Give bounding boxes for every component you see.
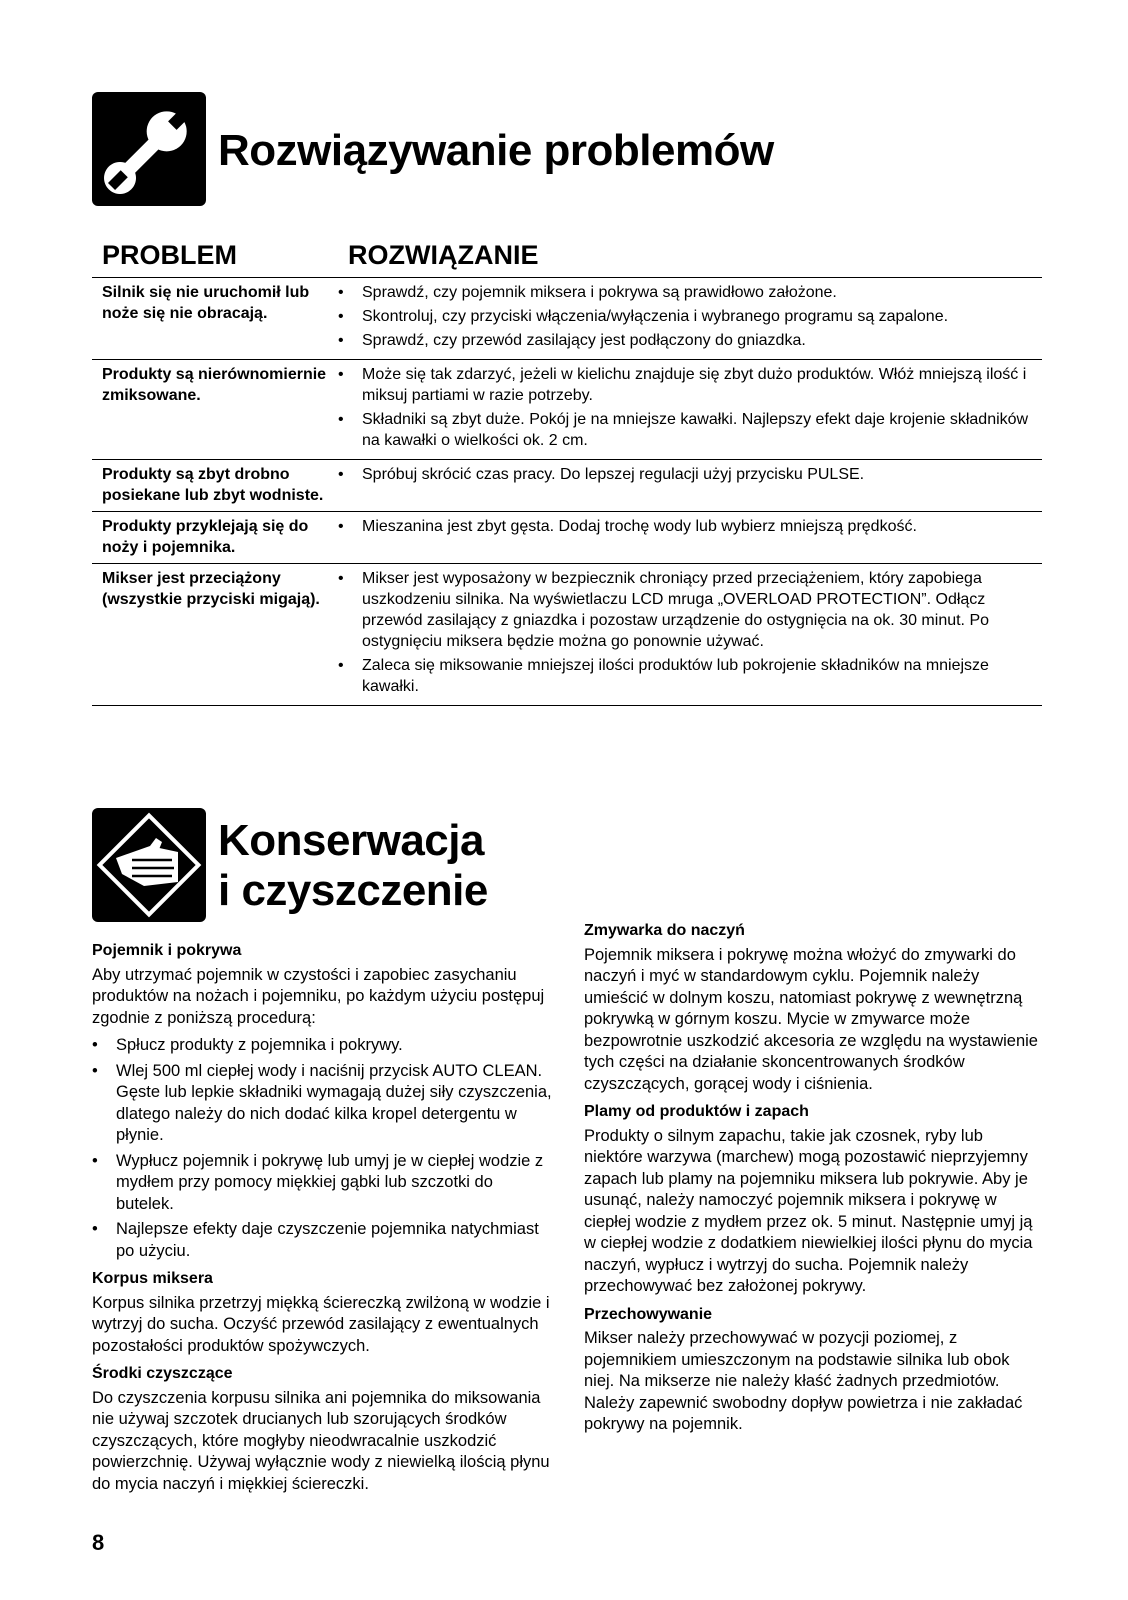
container-intro: Aby utrzymać pojemnik w czystości i zapobiec zasychaniu produktów na nożach i pojemniku, po każdym użyciu postępuj zgodnie z poniższą procedurą: (92, 965, 545, 1027)
solution-cell (338, 282, 1042, 354)
maintenance-title (218, 816, 488, 916)
troubleshooting-title: Rozwiązywanie problemów (218, 126, 774, 175)
agents-heading: Środki czyszczące (92, 1365, 233, 1382)
list-item: • Wlej 500 ml ciepłej wody i naciśnij przycisk AUTO CLEAN. Gęste lub lepkie składniki wymagają dużej siły czyszczenia, dlatego należy do nich dodać kilka kropel detergentu w płynie. (92, 1061, 552, 1147)
dishwasher-text: Pojemnik miksera i pokrywę można włożyć do zmywarki do naczyń i myć w standardowym cyklu. Pojemnik należy umieścić w dolnym koszu, natomiast pokrywę z wewnętrzną pokrywką w górnym koszu. Mycie w zmywarce może bezpowrotnie uszkodzić akcesoria ze względu na wystawienie tych części na działanie skoncentrowanych środków czyszczących, gorącej wody i ciśnienia. (584, 945, 1038, 1093)
solution-item: • Mikser jest wyposażony w bezpiecznik chroniący przed przeciążeniem, który zapobiega uszkodzeniu silnika. Na wyświetlaczu LCD mruga „OVERLOAD PROTECTION”. Odłącz przewód zasilający z gniazdka i pozostaw urządzenie do ostygnięcia na ok. 30 minut. Po ostygnięciu miksera będzie można go ponownie używać. (338, 568, 1042, 652)
page-number: 8 (92, 1530, 105, 1555)
left-column (92, 940, 552, 1501)
table-row (92, 460, 1042, 512)
dishwasher-heading: Zmywarka do naczyń (584, 922, 745, 939)
storage-heading: Przechowywanie (584, 1305, 713, 1323)
solution-item: • Spróbuj skrócić czas pracy. Do lepszej regulacji użyj przycisku PULSE. (338, 464, 1042, 485)
troubleshooting-icon-box (92, 92, 206, 206)
problem-cell: Produkty przyklejają się do noży i pojemnika. (102, 518, 309, 556)
table-row (92, 512, 1042, 564)
solution-item: • Mieszanina jest zbyt gęsta. Dodaj trochę wody lub wybierz mniejszą prędkość. (338, 516, 1042, 537)
troubleshooting-table (92, 240, 1042, 706)
maintenance-icon-box (92, 808, 206, 922)
agents-text: Do czyszczenia korpusu silnika ani pojemnika do miksowania nie używaj szczotek drucianych lub szorujących środków czyszczących, które mogłyby nieodwracalnie uszkodzić powierzchnię. Używaj wyłącznie wody z niewielką ilością płynu do mycia naczyń i miękkiej ściereczki. (92, 1388, 550, 1493)
solution-cell (338, 568, 1042, 700)
wrench-icon (92, 92, 206, 206)
container-heading: Pojemnik i pokrywa (92, 942, 242, 959)
problem-cell: Produkty są zbyt drobno posiekane lub zbyt wodniste. (102, 466, 324, 504)
solution-item: • Zaleca się miksowanie mniejszej ilości produktów lub pokrojenie składników na mniejsze kawałki. (338, 655, 1042, 697)
solution-item: • Składniki są zbyt duże. Pokój je na mniejsze kawałki. Najlepszy efekt daje krojenie składników na kawałki o wielkości ok. 2 cm. (338, 409, 1042, 451)
hand-wipe-icon (92, 808, 206, 922)
table-row (92, 360, 1042, 460)
stains-text: Produkty o silnym zapachu, takie jak czosnek, ryby lub niektóre warzywa (marchew) mogą pozostawić nieprzyjemny zapach lub plamy na pojemniku miksera lub pokrywie. Aby je usunąć, należy namoczyć pojemnik miksera i pokrywę w ciepłej wodzie z mydłem przez ok. 5 minut. Następnie umyj ją w ciepłej wodzie z dodatkiem niewielkiej ilości płynu do mycia naczyń, wypłucz i wytrzyj do sucha. Pojemnik należy przechowywać bez założonej pokrywy. (584, 1126, 1033, 1295)
body-text: Korpus silnika przetrzyj miękką ściereczką zwilżoną w wodzie i wytrzyj do sucha. Oczyść przewód zasilający z ewentualnych pozostałości produktów spożywczych. (92, 1293, 550, 1355)
solution-item: • Sprawdź, czy pojemnik miksera i pokrywa są prawidłowo założone. (338, 282, 1042, 303)
list-item: • Wypłucz pojemnik i pokrywę lub umyj je w ciepłej wodzie z mydłem przy pomocy miękkiej gąbki lub szczotki do butelek. (92, 1151, 552, 1216)
solution-item: • Może się tak zdarzyć, jeżeli w kielichu znajduje się zbyt dużo produktów. Włóż mniejszą ilość i miksuj partiami w razie potrzeby. (338, 364, 1042, 406)
header-problem: PROBLEM (102, 240, 237, 270)
maintenance-title-line2: i czyszczenie (218, 866, 488, 915)
list-item: • Spłucz produkty z pojemnika i pokrywy. (92, 1035, 552, 1057)
table-row (92, 278, 1042, 360)
solution-cell (338, 364, 1042, 454)
body-heading: Korpus miksera (92, 1270, 213, 1287)
problem-cell: Mikser jest przeciążony (wszystkie przyciski migają). (102, 570, 320, 608)
problem-cell: Produkty są nierównomiernie zmiksowane. (102, 366, 327, 404)
solution-item: • Skontroluj, czy przyciski włączenia/wyłączenia i wybranego programu są zapalone. (338, 306, 1042, 327)
storage-text: Mikser należy przechowywać w pozycji poziomej, z pojemnikiem umieszczonym na podstawie silnika lub obok niej. Na mikserze nie należy kłaść żadnych przedmiotów. Należy zapewnić swobodny dopływ powietrza i nie zakładać pokrywy na pojemnik. (584, 1329, 1023, 1433)
solution-cell (338, 464, 1042, 506)
stains-heading: Plamy od produktów i zapach (584, 1103, 809, 1120)
right-column (584, 920, 1044, 1442)
table-row (92, 564, 1042, 706)
header-solution: ROZWIĄZANIE (348, 240, 539, 270)
solution-cell (338, 516, 1042, 558)
solution-item: • Sprawdź, czy przewód zasilający jest podłączony do gniazdka. (338, 330, 1042, 351)
list-item: • Najlepsze efekty daje czyszczenie pojemnika natychmiast po użyciu. (92, 1219, 552, 1262)
table-header (92, 240, 1042, 278)
maintenance-title-line1: Konserwacja (218, 816, 484, 865)
problem-cell: Silnik się nie uruchomił lub noże się nie obracają. (102, 284, 310, 322)
